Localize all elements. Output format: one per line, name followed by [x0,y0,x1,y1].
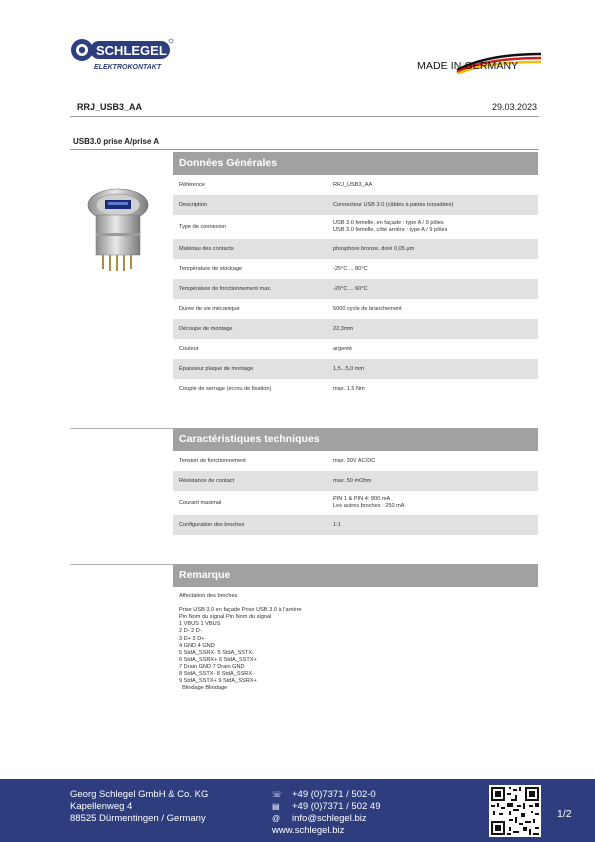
company-contact [272,789,380,837]
phone-number[interactable]: +49 (0)7371 / 502-0 [292,789,376,800]
company-city: 88525 Dürmentingen / Germany [70,813,206,824]
schlegel-logo [70,38,174,72]
spec-row: Découpe de montage 22,3mm [173,319,538,339]
spec-row: Épaisseur plaque de montage 1,5...5,0 mm [173,359,538,379]
footer [0,779,595,842]
section-divider [70,428,174,429]
product-title: USB3.0 prise A/prise A [73,137,160,146]
remark-heading: Remarque [173,564,538,587]
company-street: Kapellenweg 4 [70,801,133,812]
spec-row: Durée de vie mécanique 5000 cycle de branchement [179,305,402,312]
spec-row: Couple de serrage (écrou de fixation) max. 1,5 Nm [179,385,365,392]
company-address [70,789,208,825]
spec-row: Référence RRJ_USB3_AA [179,181,373,188]
fax-icon: ▤ [272,802,280,811]
spec-row: Tension de fonctionnement max. 30V AC/DC [179,457,376,464]
brand-subtext: ELEKTROKONTAKT [94,64,162,71]
document-id: RRJ_USB3_AA [77,102,143,112]
general-data-heading: Données Générales [173,152,538,175]
qr-code [489,785,541,837]
spec-row: Type de connexion USB 3.0 femelle, en façade : type A / 9 pôles USB 3.0 femelle, côté arrière : type A / 9 pôles [179,220,448,233]
spec-row: Courant maximal PIN 1 & PIN 4: 800 mA Les autres broches : 250 mA [179,496,405,509]
header-divider [70,116,539,117]
phone-icon: ☏ [272,790,283,799]
email-link[interactable]: info@schlegel.biz [292,813,367,824]
remark-text: Affectation des broches Prise USB 3.0 en façade Prise USB 3.0 à l'arrière Pin Nom du signal Pin Nom du signal 1 VBUS 1 VBUS 2 D- 2 D- 3 D+ 3 D+ 4 GND 4 GND 5 StdA_SSRX- 5 StdA_SSTX- 6 StdA_SSRX+ 6 StdA_SSTX+ 7 Drain GND 7 Drain GND 8 StdA_SSTX- 8 StdA_SSRX- 9 StdA_SSTX+ 9 StdA_SSRX+ Blindage Blindage [179,593,302,692]
page-number: 1/2 [557,808,572,820]
made-in-label: MADE IN GERMANY [417,60,519,72]
general-data-section [173,152,538,399]
document-date: 29.03.2023 [491,102,537,112]
spec-row: Température de fonctionnement max. -20°C ... 60°C [173,279,538,299]
spec-row: Matériau des contacts phosphore bronze, doré 0,05 µm [173,239,538,259]
title-divider [70,149,539,150]
spec-row: Couleur argenté [179,345,352,352]
brand-text: SCHLEGEL [96,43,167,58]
section-divider [70,564,174,565]
spec-row: Température de stockage -25°C ... 80°C [179,265,368,272]
remark-section [173,564,538,587]
technical-section [173,428,538,535]
spec-row: Résistance de contact max. 50 mOhm [173,471,538,491]
website-link[interactable]: www.schlegel.biz [272,825,345,836]
technical-heading: Caractéristiques techniques [173,428,538,451]
company-name: Georg Schlegel GmbH & Co. KG [70,789,209,800]
at-icon: @ [272,814,281,823]
spec-row: Description Connecteur USB 3.0 (câbles à paires torsadées) [173,195,538,215]
fax-number: +49 (0)7371 / 502 49 [292,801,381,812]
spec-row: Configuration des broches 1:1 [173,515,538,535]
product-image [82,183,154,275]
